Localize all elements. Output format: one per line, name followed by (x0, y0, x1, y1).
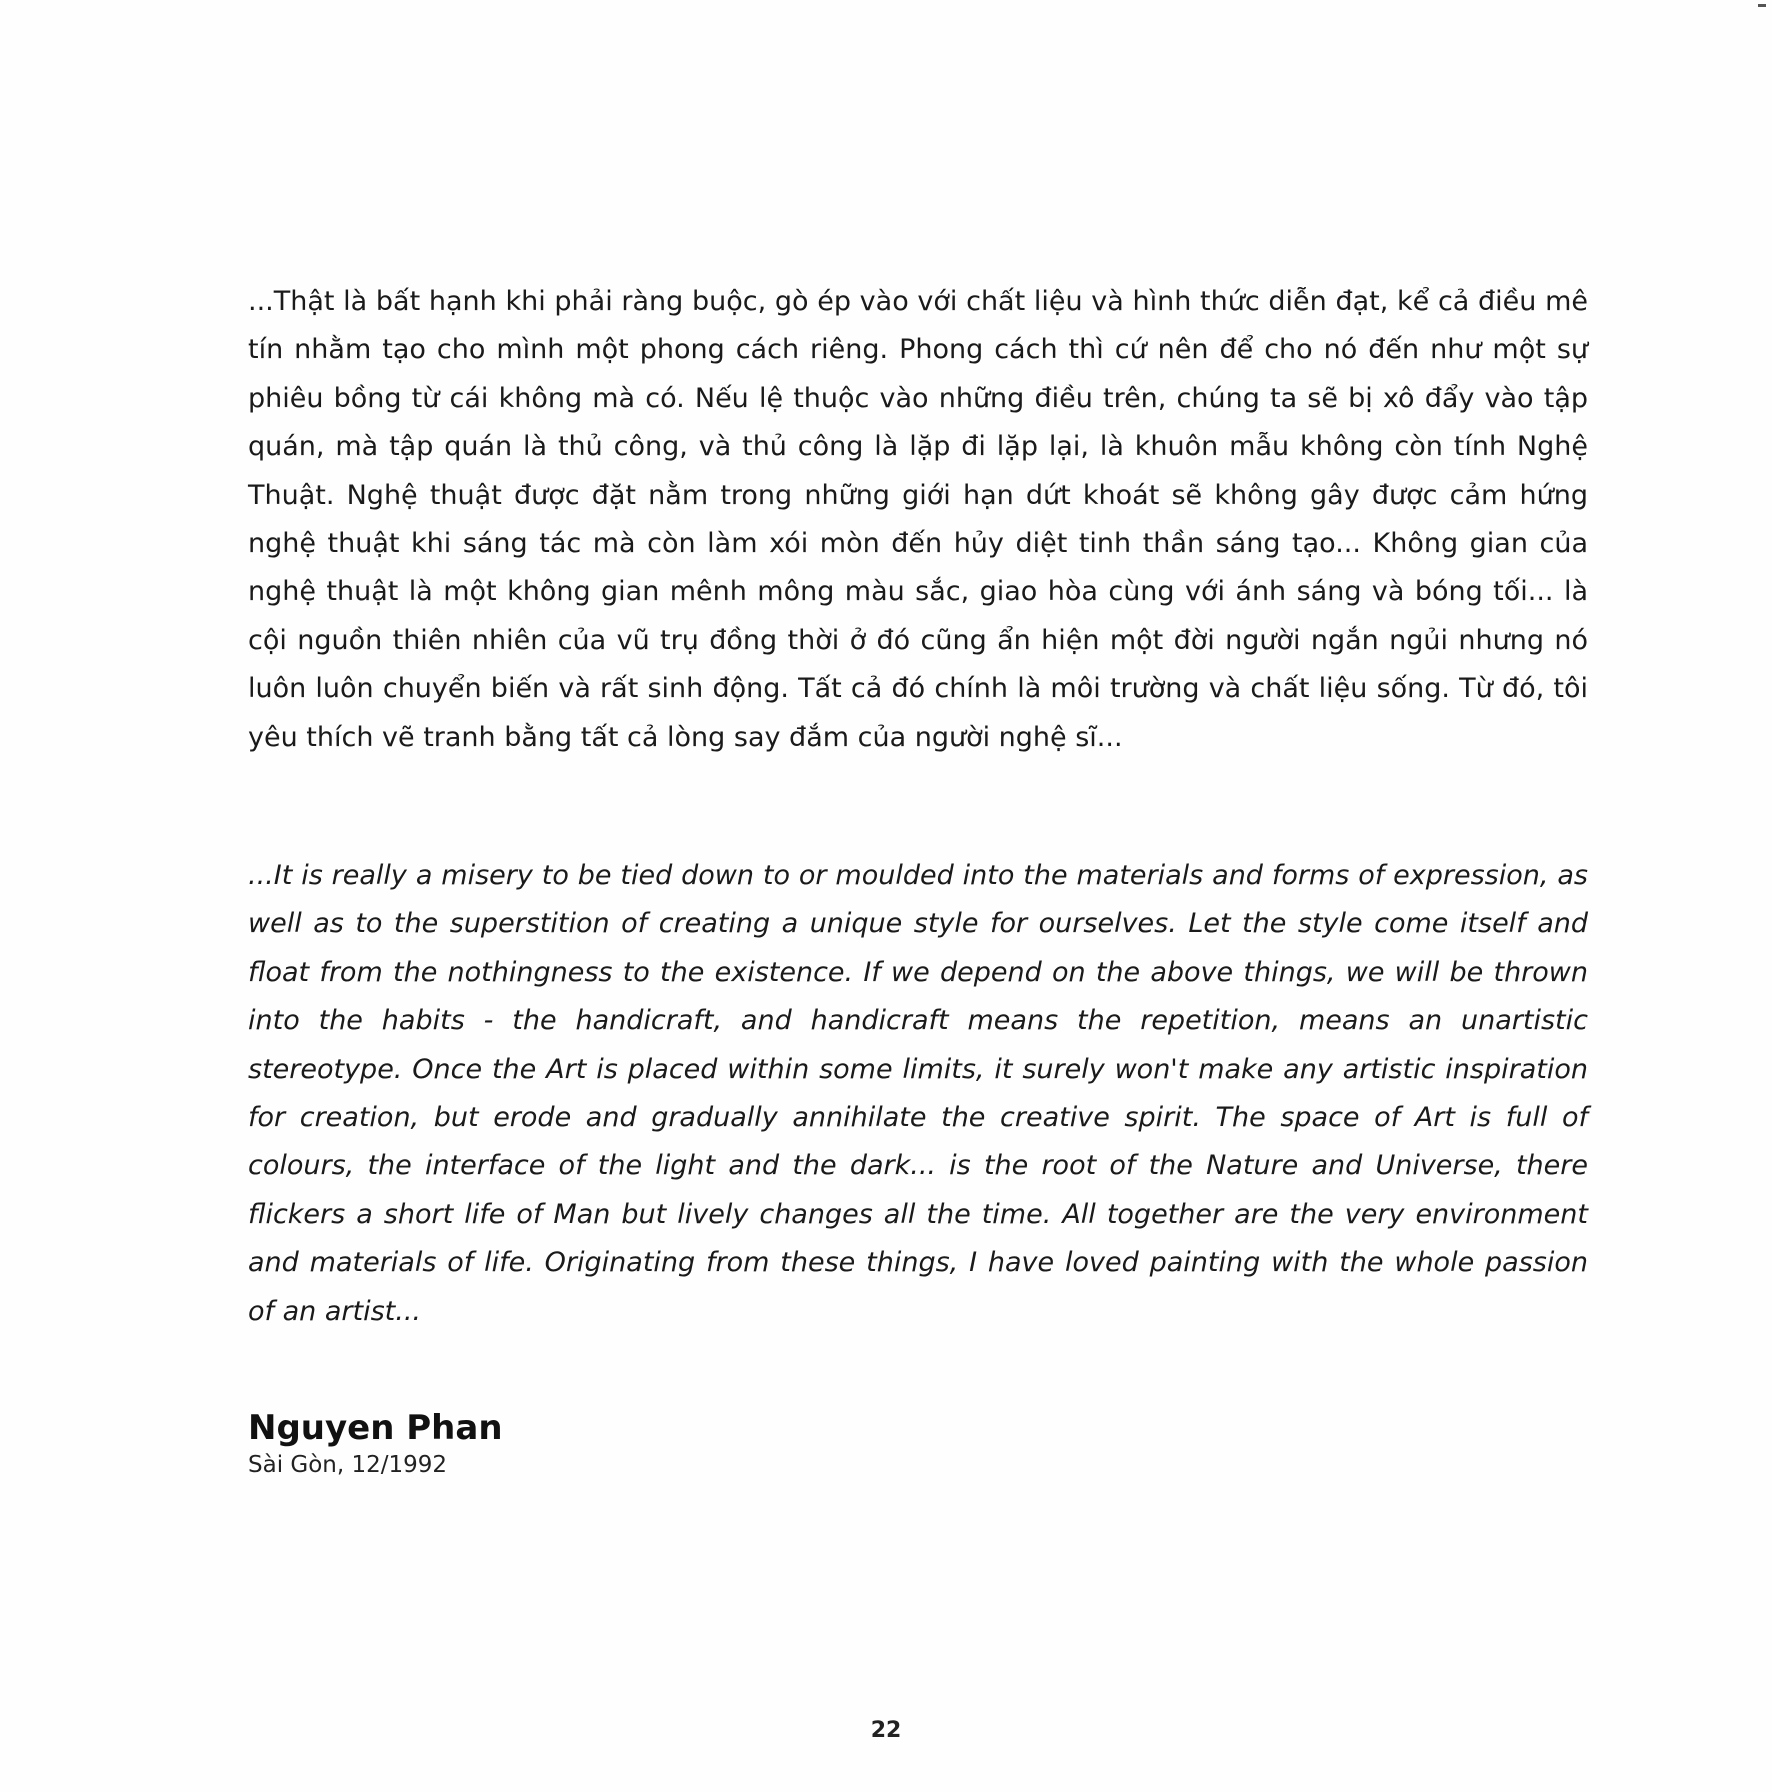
signature-block (248, 1408, 503, 1480)
author-name: Nguyen Phan (248, 1408, 503, 1448)
place-date: Sài Gòn, 12/1992 (248, 1452, 448, 1478)
vietnamese-paragraph: ...Thật là bất hạnh khi phải ràng buộc, gò ép vào với chất liệu và hình thức diễn đạt, kể cả điều mê tín nhằm tạo cho mình một phong cách riêng. Phong cách thì cứ nên để cho nó đến như một sự phiêu bồng từ cái không mà có. Nếu lệ thuộc vào những điều trên, chúng ta sẽ bị xô đẩy vào tập quán, mà tập quán là thủ công, và thủ công là lặp đi lặp lại, là khuôn mẫu không còn tính Nghệ Thuật. Nghệ thuật được đặt nằm trong những giới hạn dứt khoát sẽ không gây được cảm hứng nghệ thuật khi sáng tác mà còn làm xói mòn đến hủy diệt tinh thần sáng tạo... Không gian của nghệ thuật là một không gian mênh mông màu sắc, giao hòa cùng với ánh sáng và bóng tối... là cội nguồn thiên nhiên của vũ trụ đồng thời ở đó cũng ẩn hiện một đời người ngắn ngủi nhưng nó luôn luôn chuyển biến và rất sinh động. Tất cả đó chính là môi trường và chất liệu sống. Từ đó, tôi yêu thích vẽ tranh bằng tất cả lòng say đắm của người nghệ sĩ... (248, 286, 1588, 753)
page-edge-mark (1758, 4, 1766, 7)
english-paragraph: ...It is really a misery to be tied down to or moulded into the materials and forms of expression, as well as to the superstition of creating a unique style for ourselves. Let the style come itself and float from the nothingness to the existence. If we depend on the above things, we will be thrown into the habits - the handicraft, and handicraft means the repetition, means an unartistic stereotype. Once the Art is placed within some limits, it surely won't make any artistic inspiration for creation, but erode and gradually annihilate the creative spirit. The space of Art is full of colours, the interface of the light and the dark... is the root of the Nature and Universe, there flickers a short life of Man but lively changes all the time. All together are the very environment and materials of life. Originating from these things, I have loved painting with the whole passion of an artist... (248, 860, 1588, 1327)
page-number: 22 (870, 1718, 902, 1743)
